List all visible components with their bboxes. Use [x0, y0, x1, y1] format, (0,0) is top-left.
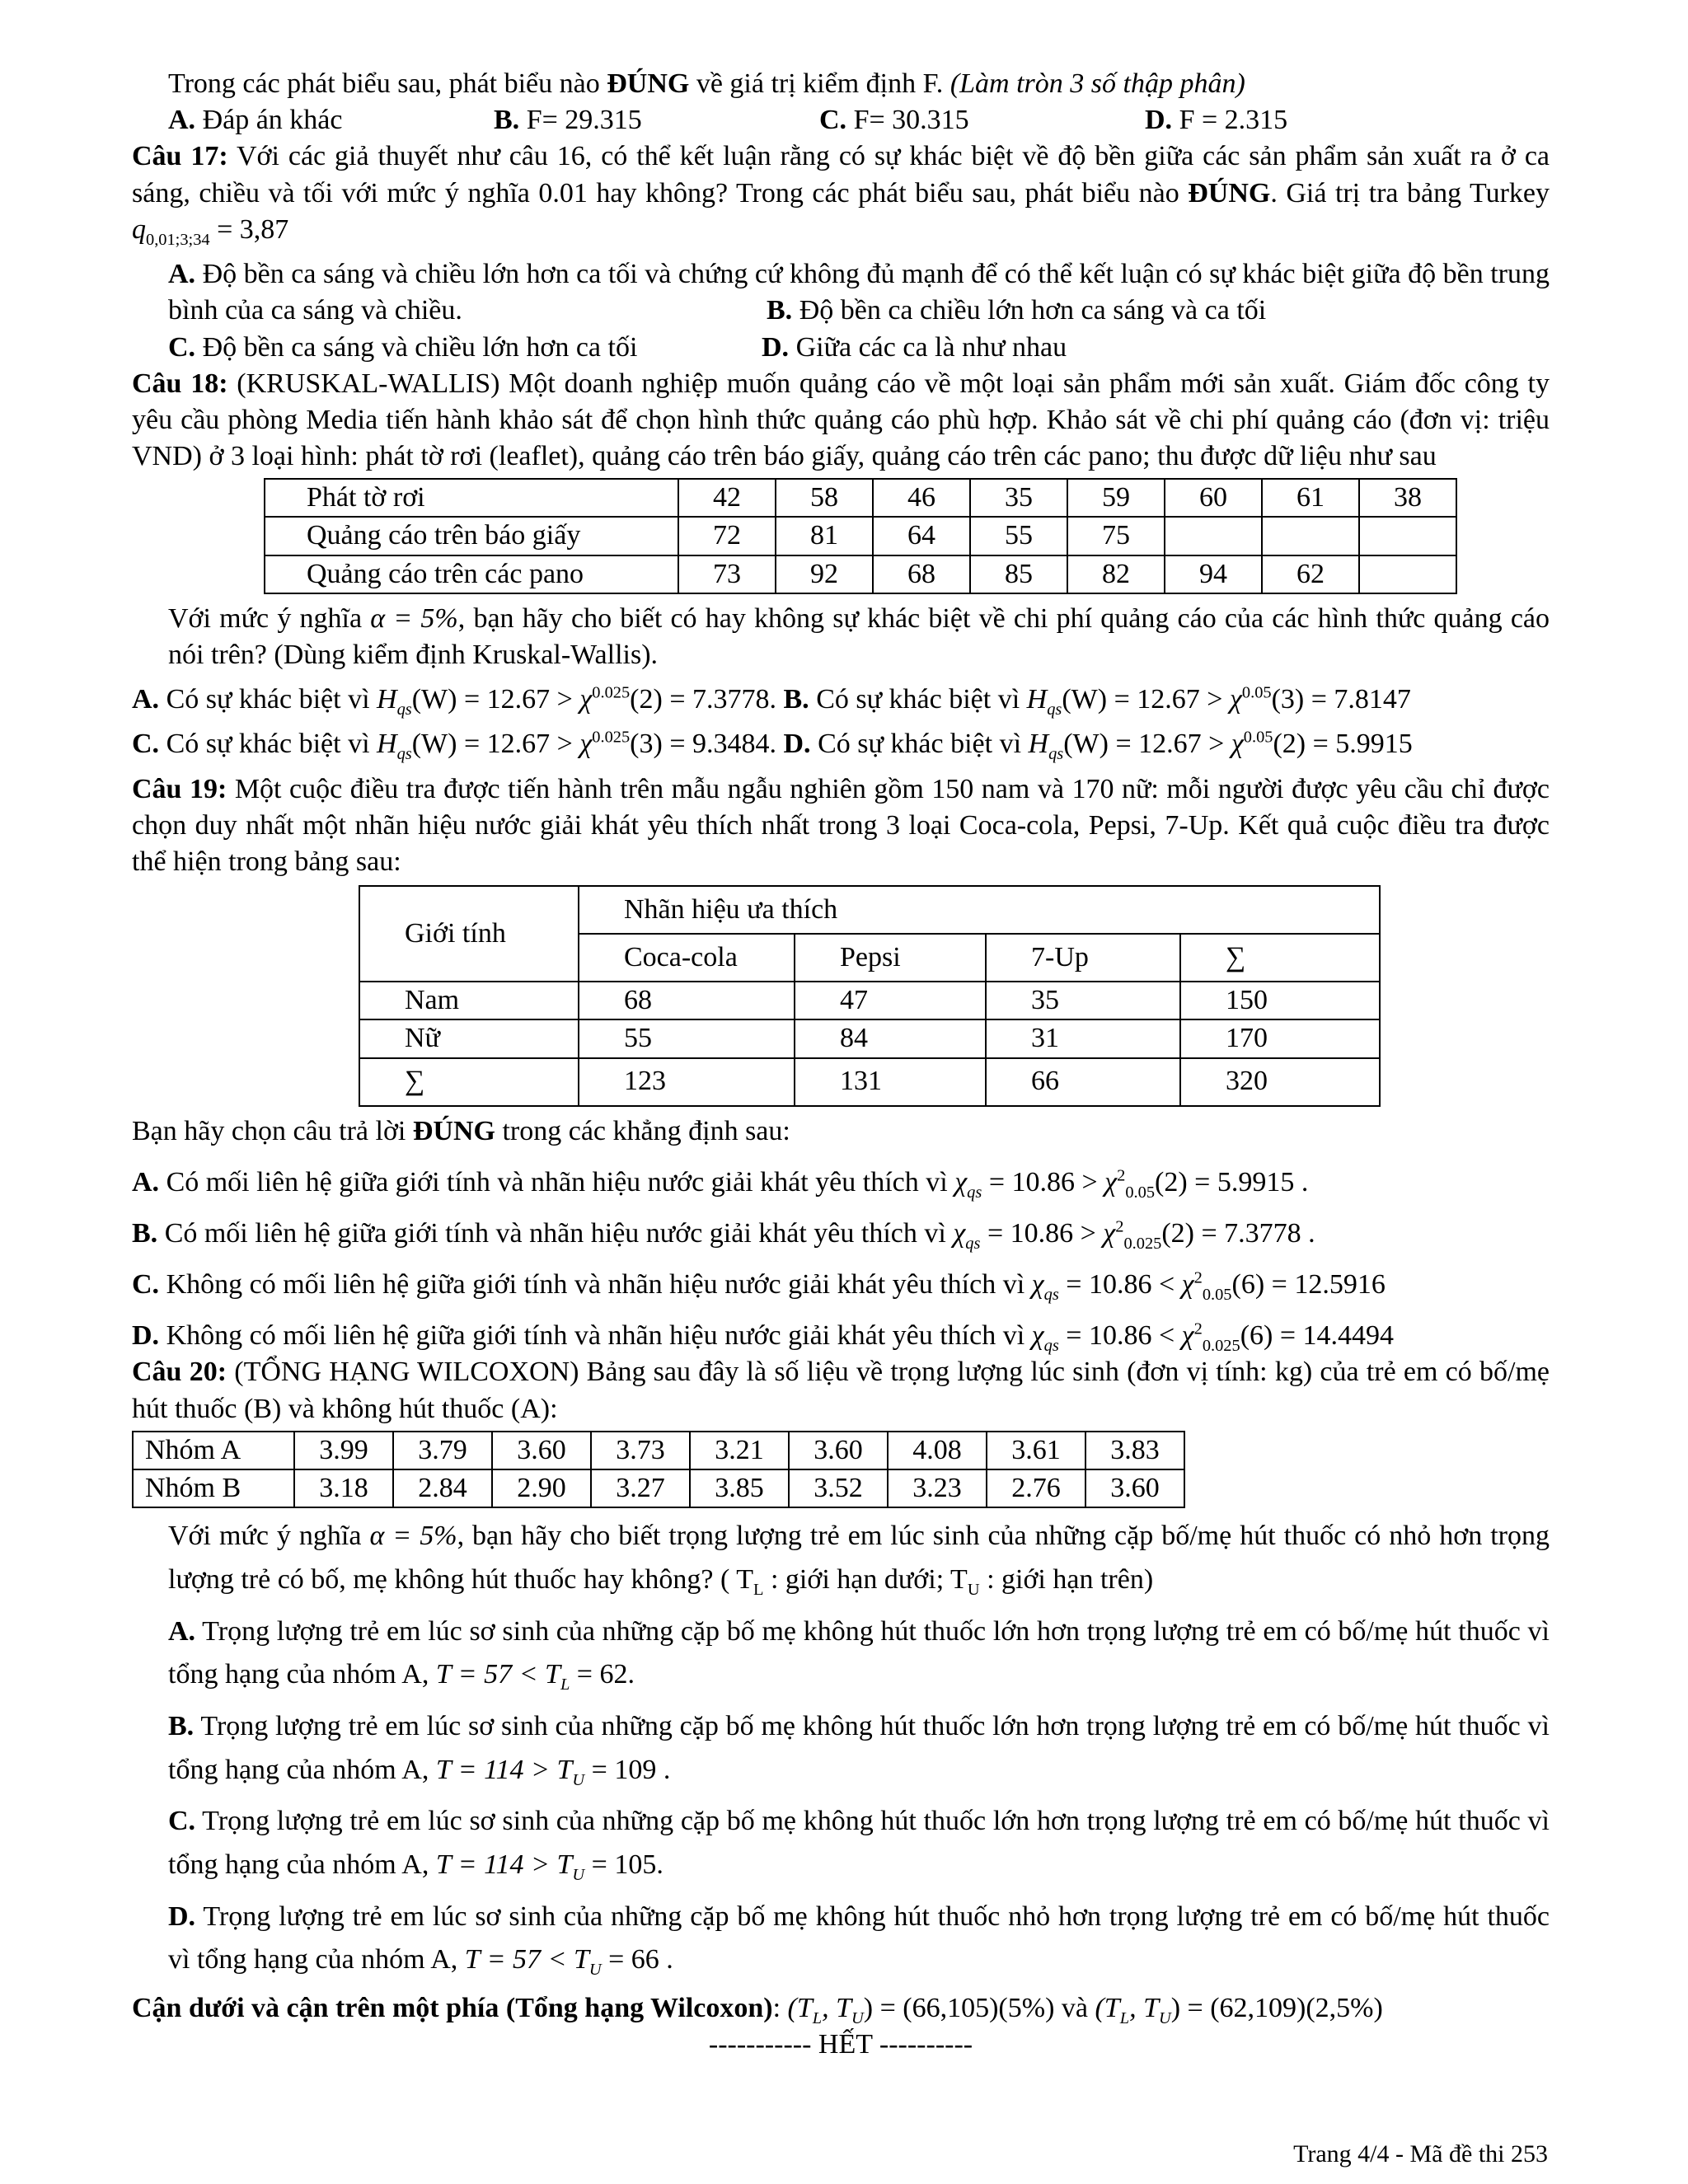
q19-option-b: B. Có mối liên hệ giữa giới tính và nhãn hiệu nước giải khát yêu thích vì $\chi_{qs} = 10.86 > \chi^2_{0.025}(2) = 7.3778$ .: [132, 1217, 1315, 1253]
table-row: ∑ 123 131 66 320: [359, 1058, 1380, 1106]
table-row: Nữ 55 84 31 170: [359, 1019, 1380, 1057]
q16-option-c: C. F= 30.315: [819, 105, 969, 136]
q17-stem: Câu 17: Với các giả thuyết như câu 16, có thể kết luận rằng có sự khác biệt về độ bền giữa các sản phẩm sản xuất ra ở ca sáng, chiều và tối với mức ý nghĩa 0.01 hay không? Trong các phát biểu sau, phát biểu nào ĐÚNG. Giá trị tra bảng Turkey $q_{0,01;3;34} = 3,87$: [132, 141, 1550, 249]
q20-option-d: D. Trọng lượng trẻ em lúc sơ sinh của những cặp bố mẹ không hút thuốc nhỏ hơn trọng lượng trẻ em có bố/mẹ hút thuốc vì tổng hạng của nhóm A, $T = 57 < T_U = 66$ .: [168, 1900, 1550, 1980]
q20-weight-table: [132, 1431, 1185, 1508]
q18-option-d: D. Có sự khác biệt vì $H_{qs}(W) = 12.67 > \chi^{0.05}(2) = 5.9915$: [783, 729, 1413, 764]
table-header-row: Giới tính Nhãn hiệu ưa thích: [359, 886, 1380, 934]
wilcoxon-bounds: Cận dưới và cận trên một phía (Tổng hạng Wilcoxon): ($T_L$, $T_U) = (66,105)(5\%)$ và ($T_L$, $T_U) = (62,109)(2,5\%)$: [132, 1993, 1383, 2027]
table-row: Nhóm B 3.18 2.84 2.90 3.27 3.85 3.52 3.23 2.76 3.60: [133, 1469, 1184, 1507]
q20-option-a: A. Trọng lượng trẻ em lúc sơ sinh của những cặp bố mẹ không hút thuốc lớn hơn trọng lượng trẻ em có bố/mẹ hút thuốc vì tổng hạng của nhóm A, $T = 57 < T_L = 62$.: [168, 1615, 1550, 1694]
q17-option-b: B. Độ bền ca chiều lớn hơn ca sáng và ca tối: [767, 295, 1267, 326]
q17-option-c: C. Độ bền ca sáng và chiều lớn hơn ca tối: [168, 331, 638, 363]
table-row: Nam 68 47 35 150: [359, 982, 1380, 1019]
table-row: Quảng cáo trên các pano 73 92 68 85 82 94 62: [265, 555, 1456, 593]
q18-option-b: B. Có sự khác biệt vì $H_{qs}(W) = 12.67 > \chi^{0.05}(3) = 7.8147$: [783, 683, 1411, 719]
q17-option-a: A. Độ bền ca sáng và chiều lớn hơn ca tối và chứng cứ không đủ mạnh để có thể kết luận có sự khác biệt giữa độ bền trung bình của ca sáng và chiều.: [168, 258, 1550, 326]
q18-options-cd: [132, 726, 1550, 762]
q19-preference-table: [359, 885, 1381, 1106]
table-row: Quảng cáo trên báo giấy 72 81 64 55 75: [265, 517, 1456, 555]
q18-options-ab: [132, 682, 1550, 718]
q17-options-cd: [132, 330, 1550, 366]
q18-option-a: A. Có sự khác biệt vì $H_{qs}(W) = 12.67 > \chi^{0.025}(2) = 7.3778$.: [132, 683, 776, 719]
q16-option-b: B. F= 29.315: [494, 105, 642, 136]
table-row: Phát tờ rơi 42 58 46 35 59 60 61 38: [265, 479, 1456, 517]
q18-option-c: C. Có sự khác biệt vì $H_{qs}(W) = 12.67 > \chi^{0.025}(3) = 9.3484$.: [132, 729, 776, 764]
q16-option-d: D. F = 2.315: [1145, 105, 1288, 136]
q19-option-a: A. Có mối liên hệ giữa giới tính và nhãn hiệu nước giải khát yêu thích vì $\chi_{qs} = 10.86 > \chi^2_{0.05}(2) = 5.9915$ .: [132, 1166, 1309, 1202]
q18-question: Với mức ý nghĩa α = 5%, bạn hãy cho biết có hay không sự khác biệt về chi phí quảng cáo của các hình thức quảng cáo nói trên? (Dùng kiểm định Kruskal-Wallis).: [168, 602, 1550, 670]
q16-stem: Trong các phát biểu sau, phát biểu nào ĐÚNG về giá trị kiểm định F. (Làm tròn 3 số thập phân): [168, 68, 1245, 99]
q16-options: [132, 102, 1550, 138]
table-header-row: Coca-cola Pepsi 7-Up ∑: [359, 934, 1380, 982]
q20-option-b: B. Trọng lượng trẻ em lúc sơ sinh của những cặp bố mẹ không hút thuốc lớn hơn trọng lượng trẻ em có bố/mẹ hút thuốc vì tổng hạng của nhóm A, $T = 114 > T_U = 109$ .: [168, 1710, 1550, 1789]
q19-stem: Câu 19: Một cuộc điều tra được tiến hành trên mẫu ngẫu nghiên gồm 150 nam và 170 nữ: mỗi người được yêu cầu chỉ được chọn duy nhất một nhãn hiệu nước giải khát yêu thích nhất trong 3 loại Coca-cola, Pepsi, 7-Up. Kết quả cuộc điều tra được thể hiện trong bảng sau:: [132, 773, 1550, 877]
page-footer: Trang 4/4 - Mã đề thi 253: [1293, 2140, 1548, 2168]
q20-option-c: C. Trọng lượng trẻ em lúc sơ sinh của những cặp bố mẹ không hút thuốc lớn hơn trọng lượng trẻ em có bố/mẹ hút thuốc vì tổng hạng của nhóm A, $T = 114 > T_U = 105$.: [168, 1806, 1550, 1884]
q18-stem: Câu 18: (KRUSKAL-WALLIS) Một doanh nghiệp muốn quảng cáo về một loại sản phẩm mới sản xuất. Giám đốc công ty yêu cầu phòng Media tiến hành khảo sát để chọn hình thức quảng cáo phù hợp. Khảo sát về chi phí quảng cáo (đơn vị: triệu VND) ở 3 loại hình: phát tờ rơi (leaflet), quảng cáo trên báo giấy, quảng cáo trên các pano; thu được dữ liệu như sau: [132, 368, 1550, 472]
q20-question: Với mức ý nghĩa α = 5%, bạn hãy cho biết trọng lượng trẻ em lúc sinh của những cặp bố/mẹ hút thuốc có nhỏ hơn trọng lượng trẻ có bố, mẹ không hút thuốc hay không? ( $T_L$ : giới hạn dưới; $T_U$ : giới hạn trên): [168, 1521, 1550, 1599]
q19-ask: Bạn hãy chọn câu trả lời ĐÚNG trong các khẳng định sau:: [132, 1115, 790, 1146]
q16-option-a: A. Đáp án khác: [168, 105, 343, 136]
q20-stem: Câu 20: (TỔNG HẠNG WILCOXON) Bảng sau đây là số liệu về trọng lượng lúc sinh (đơn vị tính: kg) của trẻ em có bố/mẹ hút thuốc (B) và không hút thuốc (A):: [132, 1357, 1550, 1424]
q19-option-d: D. Không có mối liên hệ giữa giới tính và nhãn hiệu nước giải khát yêu thích vì $\chi_{qs} = 10.86 < \chi^2_{0.025}(6) = 14.4494$: [132, 1319, 1395, 1356]
q18-cost-table: [264, 478, 1457, 594]
exam-page: [132, 66, 1550, 2063]
q19-option-c: C. Không có mối liên hệ giữa giới tính và nhãn hiệu nước giải khát yêu thích vì $\chi_{qs} = 10.86 < \chi^2_{0.05}(6) = 12.5916$: [132, 1268, 1386, 1304]
q17-option-d: D. Giữa các ca là như nhau: [762, 331, 1067, 363]
table-row: Nhóm A 3.99 3.79 3.60 3.73 3.21 3.60 4.08 3.61 3.83: [133, 1432, 1184, 1469]
end-mark: ----------- HẾT ----------: [708, 2029, 973, 2060]
